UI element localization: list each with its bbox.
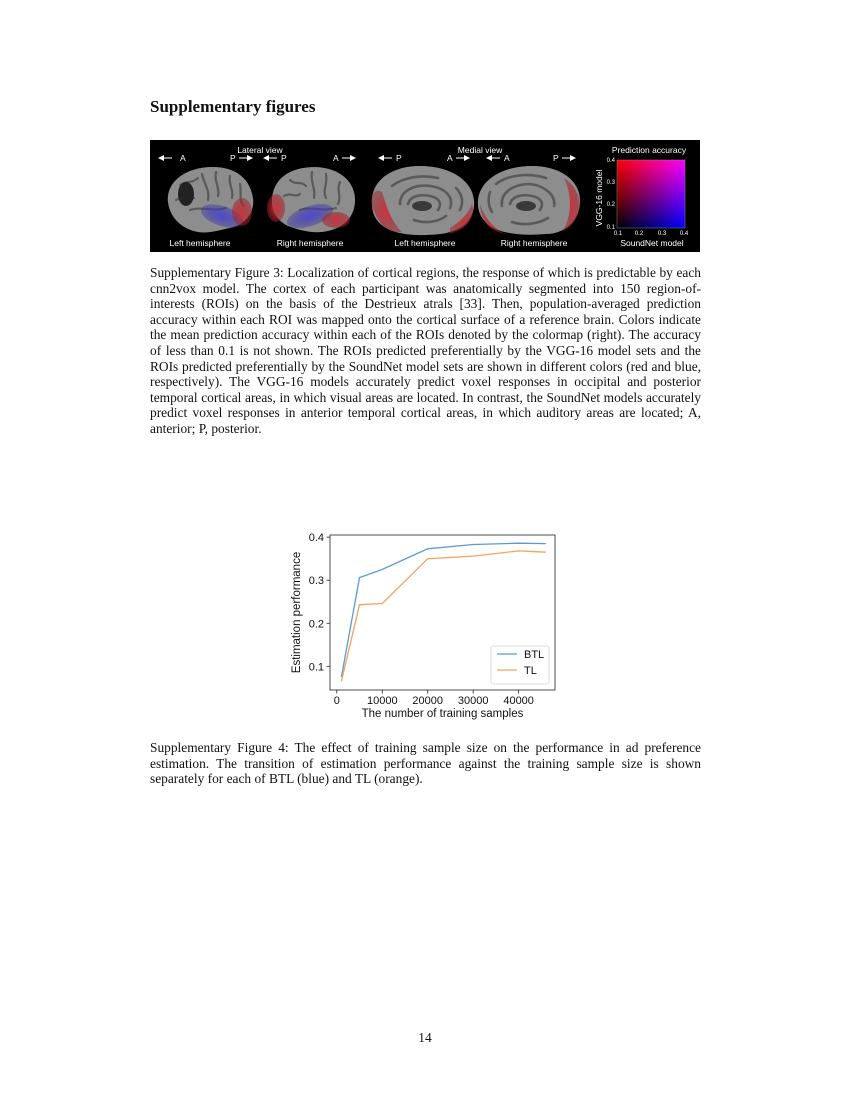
x-axis-label: The number of training samples	[361, 708, 524, 720]
colorbar	[594, 145, 689, 248]
brain-figure	[150, 140, 700, 252]
colorbar-ylabel: VGG-16 model	[594, 169, 604, 227]
y-tick-label: 0.1	[308, 661, 324, 674]
colorbar-x-tick: 0.4	[679, 231, 689, 237]
colorbar-title: Prediction accuracy	[611, 145, 687, 155]
y-axis-label: Estimation performance	[291, 551, 303, 674]
colorbar-x-tick: 0.1	[613, 231, 623, 237]
svg-text:P: P	[396, 153, 402, 163]
svg-text:A: A	[333, 153, 339, 163]
svg-text:P: P	[281, 153, 287, 163]
x-tick-label: 30000	[457, 695, 489, 707]
x-tick-label: 20000	[412, 695, 444, 707]
direction-labels	[158, 153, 576, 163]
lateral-view-label: Lateral view	[237, 145, 283, 155]
page-number: 14	[418, 1030, 432, 1045]
figure3-caption: Supplementary Figure 3: Localization of cortical regions, the response of which is predictable by each cnn2vox model. The cortex of each participant was anatomically segmented into 150 region-of-interests (ROIs) on the basis of the Destrieux atrals [33]. Then, population-averaged prediction accuracy within each ROI was mapped onto the cortical surface of a reference brain. Colors indicate the mean prediction accuracy within each of the ROIs denoted by the colormap (right). The accuracy of less than 0.1 is not shown. The ROIs predicted preferentially by the VGG-16 model sets and the ROIs predicted preferentially by the SoundNet model sets are shown in different colors (red and blue, respectively). The VGG-16 models accurately predict voxel responses in occipital and posterior temporal cortical areas, in which visual areas are located. In contrast, the SoundNet models accurately predict voxel responses in anterior temporal cortical areas, in which auditory areas are located; A, anterior; P, posterior.	[150, 265, 701, 436]
colorbar-y-tick: 0.2	[606, 202, 615, 208]
svg-text:A: A	[447, 153, 453, 163]
colorbar-y-tick: 0.4	[606, 158, 615, 164]
x-tick-label: 10000	[366, 695, 398, 707]
hemisphere-label: Right hemisphere	[500, 238, 568, 248]
colorbar-xlabel: SoundNet model	[620, 238, 684, 248]
y-tick-label: 0.3	[308, 575, 324, 588]
svg-text:P: P	[553, 153, 559, 163]
hemisphere-label: Left hemisphere	[394, 238, 456, 248]
colorbar-y-tick: 0.3	[606, 180, 615, 186]
figure4-caption: Supplementary Figure 4: The effect of training sample size on the performance in ad preference estimation. The transition of estimation performance against the training sample size is shown separately for each of BTL (blue) and TL (orange).	[150, 740, 701, 787]
brain-right-medial	[478, 166, 580, 235]
section-title: Supplementary figures	[150, 97, 316, 116]
legend-label: BTL	[524, 649, 545, 661]
svg-text:P: P	[230, 153, 236, 163]
brain-left-medial	[372, 166, 475, 235]
x-tick-label: 0	[333, 695, 340, 707]
hemisphere-label: Left hemisphere	[169, 238, 231, 248]
brain-right-lateral	[267, 167, 355, 233]
colorbar-y-tick: 0.1	[606, 225, 615, 231]
y-tick-label: 0.4	[308, 532, 324, 545]
svg-text:A: A	[504, 153, 510, 163]
legend-label: TL	[524, 665, 537, 677]
colorbar-x-tick: 0.3	[657, 231, 667, 237]
line-chart	[285, 527, 565, 732]
hemisphere-label: Right hemisphere	[276, 238, 344, 248]
x-tick-label: 40000	[503, 695, 534, 707]
y-tick-label: 0.2	[308, 618, 324, 631]
colorbar-x-tick: 0.2	[634, 231, 644, 237]
brain-left-lateral	[168, 167, 253, 233]
svg-text:A: A	[180, 153, 186, 163]
medial-view-label: Medial view	[457, 145, 503, 155]
